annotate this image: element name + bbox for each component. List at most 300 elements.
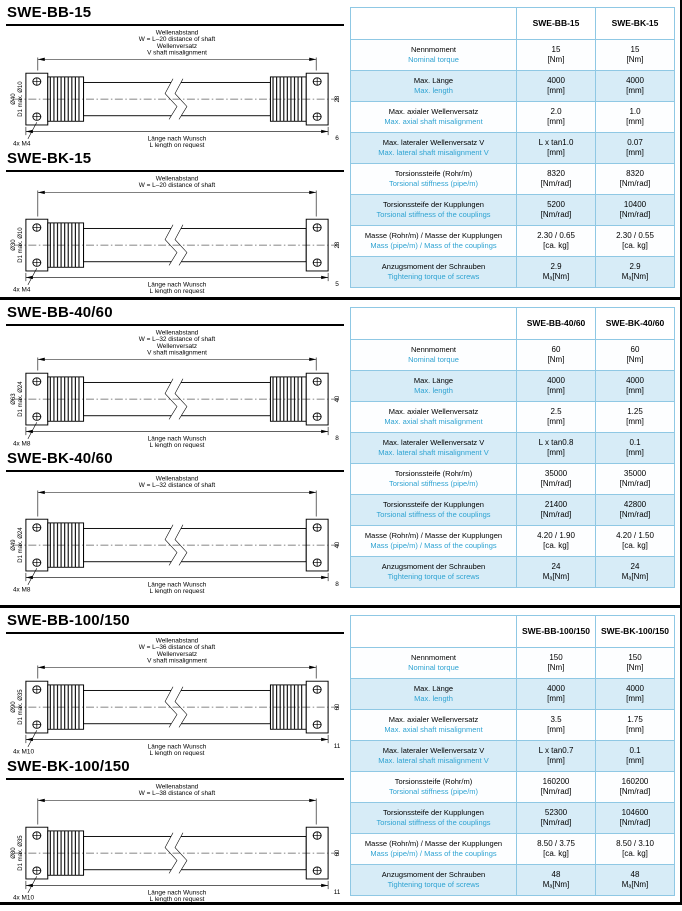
spec-table (350, 615, 675, 896)
label-shaft-distance: W = L–32 distance of shaft (138, 335, 216, 343)
value-cell-bk (596, 557, 675, 588)
value-bb: 48 (551, 869, 561, 879)
unit-bk: [ca. kg] (622, 849, 648, 858)
technical-drawing (6, 27, 348, 149)
model-heading: SWE-BK-15 (6, 148, 344, 172)
drawings-column (0, 0, 348, 297)
table-row (351, 865, 675, 896)
section-swe-100-150 (0, 608, 682, 905)
unit-bk: [mm] (626, 694, 644, 703)
spec-column (348, 608, 682, 902)
dim-end-offset: 5 (335, 280, 339, 288)
header-empty-cell (351, 616, 517, 648)
model-heading: SWE-BB-40/60 (6, 302, 344, 326)
row-label-en: Tightening torque of screws (387, 272, 480, 281)
value-cell-bk (596, 226, 675, 257)
table-row (351, 433, 675, 464)
unit-bk: [mm] (626, 148, 644, 157)
dim-outer-diameter: Ø90 (9, 700, 18, 713)
table-row (351, 195, 675, 226)
value-bk: 8320 (626, 168, 644, 178)
unit-bk: Mₐ[Nm] (621, 880, 649, 889)
technical-drawing (6, 473, 348, 595)
row-label-de: Anzugsmoment der Schrauben (381, 562, 486, 572)
label-length-on-request: L length on request (149, 441, 205, 448)
value-bk: 0.1 (629, 437, 641, 447)
table-row (351, 679, 675, 710)
row-label-en: Max. length (414, 694, 453, 703)
table-row (351, 834, 675, 865)
coupling-drawing-bk (8, 473, 346, 595)
table-row (351, 526, 675, 557)
value-cell-bk (596, 710, 675, 741)
row-label-en: Nominal torque (408, 355, 459, 364)
unit-bb: [mm] (547, 448, 565, 457)
row-label-en: Torsional stiffness (pipe/m) (388, 787, 479, 796)
value-cell-bb (517, 40, 596, 71)
table-row (351, 226, 675, 257)
value-cell-bb (517, 648, 596, 679)
value-cell-bb (517, 102, 596, 133)
row-label-cell (351, 433, 517, 464)
value-cell-bb (517, 834, 596, 865)
value-cell-bb (517, 803, 596, 834)
row-label-de: Anzugsmoment der Schrauben (381, 870, 486, 880)
row-label-cell (351, 371, 517, 402)
value-bk: 0.1 (629, 745, 641, 755)
row-label-de: Nennmoment (410, 345, 457, 355)
row-label-de: Max. lateraler Wellenversatz V (382, 138, 485, 148)
value-bk: 48 (630, 869, 640, 879)
section-swe-40-60 (0, 300, 682, 608)
unit-bk: [mm] (626, 386, 644, 395)
unit-bk: [Nm/rad] (619, 479, 651, 488)
drawings-column (0, 608, 348, 902)
value-bb: L x tan1.0 (538, 137, 574, 147)
row-label-de: Max. axialer Wellenversatz (388, 407, 479, 417)
value-cell-bb (517, 679, 596, 710)
table-row (351, 71, 675, 102)
spec-table (350, 7, 675, 288)
unit-bb: [ca. kg] (543, 849, 569, 858)
row-label-cell (351, 340, 517, 371)
coupling-drawing-bb (8, 27, 346, 149)
row-label-de: Torsionssteife der Kupplungen (383, 808, 484, 818)
table-row (351, 402, 675, 433)
label-wellenversatz: Wellenversatz (156, 42, 198, 50)
value-cell-bb (517, 526, 596, 557)
dim-end-offset: 8 (335, 580, 339, 588)
table-row (351, 741, 675, 772)
table-row (351, 102, 675, 133)
value-cell-bb (517, 71, 596, 102)
row-label-de: Max. Länge (413, 684, 454, 694)
unit-bb: [mm] (547, 148, 565, 157)
spec-column (348, 0, 682, 297)
label-screw-count: 4x M4 (12, 139, 31, 147)
column-header-bk: SWE-BK-100/150 (596, 616, 675, 648)
value-bb: 15 (551, 44, 561, 54)
table-row (351, 772, 675, 803)
unit-bk: [Nm] (626, 55, 644, 64)
model-heading: SWE-BK-40/60 (6, 448, 344, 472)
label-laenge-nach-wunsch: Länge nach Wunsch (147, 743, 207, 751)
label-length-on-request: L length on request (149, 287, 205, 294)
value-bk: 150 (628, 652, 642, 662)
value-cell-bb (517, 340, 596, 371)
value-bb: 8.50 / 3.75 (537, 838, 575, 848)
value-cell-bk (596, 133, 675, 164)
dim-outer-diameter: Ø49 (9, 538, 18, 551)
drawing-block (6, 2, 348, 148)
value-bb: 4000 (547, 375, 565, 385)
row-label-cell (351, 710, 517, 741)
row-label-en: Torsional stiffness of the couplings (376, 818, 491, 827)
value-bb: 2.0 (550, 106, 562, 116)
row-label-en: Max. axial shaft misalignment (384, 417, 483, 426)
unit-bb: [Nm/rad] (540, 510, 572, 519)
table-row (351, 710, 675, 741)
drawing-block (6, 610, 348, 756)
dim-end-offset: 6 (335, 134, 339, 142)
unit-bk: [mm] (626, 417, 644, 426)
value-bb: 150 (549, 652, 563, 662)
unit-bb: [mm] (547, 756, 565, 765)
row-label-en: Torsional stiffness (pipe/m) (388, 179, 479, 188)
column-header-bb: SWE-BB-100/150 (517, 616, 596, 648)
value-bk: 24 (630, 561, 640, 571)
value-bb: 4000 (547, 683, 565, 693)
row-label-de: Nennmoment (410, 653, 457, 663)
value-cell-bb (517, 402, 596, 433)
label-shaft-distance: W = L–20 distance of shaft (138, 181, 216, 189)
unit-bb: [mm] (547, 725, 565, 734)
table-row (351, 340, 675, 371)
label-shaft-distance: W = L–20 distance of shaft (138, 35, 216, 43)
value-cell-bk (596, 865, 675, 896)
value-bb: 3.5 (550, 714, 562, 724)
column-header-bb: SWE-BB-40/60 (517, 308, 596, 340)
label-length-on-request: L length on request (149, 895, 205, 902)
table-row (351, 164, 675, 195)
label-laenge-nach-wunsch: Länge nach Wunsch (147, 281, 207, 289)
value-cell-bb (517, 710, 596, 741)
value-bk: 35000 (623, 468, 647, 478)
label-length-on-request: L length on request (149, 749, 205, 756)
row-label-en: Torsional stiffness of the couplings (376, 210, 491, 219)
label-wellenabstand: Wellenabstand (155, 637, 199, 644)
dim-tube-diameter: 40 (333, 395, 342, 402)
unit-bk: [Nm/rad] (619, 510, 651, 519)
section-swe-15 (0, 0, 682, 300)
label-screw-count: 4x M10 (12, 747, 35, 755)
header-empty-cell (351, 308, 517, 340)
value-cell-bk (596, 371, 675, 402)
row-label-en: Max. length (414, 386, 453, 395)
value-bk: 2.30 / 0.55 (616, 230, 654, 240)
unit-bb: [Nm/rad] (540, 210, 572, 219)
unit-bk: [mm] (626, 448, 644, 457)
unit-bk: [mm] (626, 725, 644, 734)
coupling-drawing-bk (8, 173, 346, 295)
row-label-de: Max. axialer Wellenversatz (388, 715, 479, 725)
model-heading: SWE-BK-100/150 (6, 756, 344, 780)
row-label-cell (351, 257, 517, 288)
value-bb: 5200 (547, 199, 565, 209)
value-cell-bb (517, 557, 596, 588)
label-wellenabstand: Wellenabstand (155, 175, 199, 182)
dim-outer-diameter: Ø40 (9, 92, 18, 105)
table-row (351, 557, 675, 588)
value-bk: 60 (630, 344, 640, 354)
value-bk: 10400 (623, 199, 647, 209)
label-shaft-misalignment: V shaft misalignment (147, 49, 207, 57)
dim-bore-diameter: D1 max. Ø35 (16, 688, 24, 725)
technical-drawing (6, 781, 348, 903)
value-bb: 4000 (547, 75, 565, 85)
row-label-cell (351, 741, 517, 772)
label-screw-count: 4x M8 (12, 585, 31, 593)
row-label-de: Masse (Rohr/m) / Masse der Kupplungen (364, 839, 503, 849)
value-bb: 4.20 / 1.90 (537, 530, 575, 540)
row-label-cell (351, 226, 517, 257)
row-label-en: Max. lateral shaft misalignment V (378, 448, 489, 457)
value-cell-bb (517, 464, 596, 495)
dim-end-offset: 8 (335, 434, 339, 442)
value-bk: 4.20 / 1.50 (616, 530, 654, 540)
value-cell-bk (596, 433, 675, 464)
label-wellenabstand: Wellenabstand (155, 329, 199, 336)
dim-outer-diameter: Ø80 (9, 846, 18, 859)
value-bk: 4000 (626, 683, 644, 693)
value-bb: 8320 (547, 168, 565, 178)
value-cell-bk (596, 772, 675, 803)
value-bk: 0.07 (627, 137, 643, 147)
label-wellenabstand: Wellenabstand (155, 29, 199, 36)
row-label-en: Nominal torque (408, 55, 459, 64)
unit-bk: [Nm] (626, 355, 644, 364)
label-shaft-misalignment: V shaft misalignment (147, 349, 207, 357)
row-label-de: Max. Länge (413, 76, 454, 86)
row-label-en: Max. length (414, 86, 453, 95)
value-cell-bb (517, 226, 596, 257)
drawing-block (6, 756, 348, 902)
row-label-cell (351, 464, 517, 495)
label-wellenversatz: Wellenversatz (156, 650, 198, 658)
value-bb: 52300 (544, 807, 568, 817)
table-row (351, 803, 675, 834)
label-length-on-request: L length on request (149, 587, 205, 594)
label-screw-count: 4x M10 (12, 893, 35, 901)
value-cell-bk (596, 102, 675, 133)
model-heading: SWE-BB-100/150 (6, 610, 344, 634)
dim-tube-diameter: 28 (333, 95, 342, 102)
dim-tube-diameter: 40 (333, 541, 342, 548)
unit-bb: [mm] (547, 417, 565, 426)
table-row (351, 371, 675, 402)
value-cell-bk (596, 526, 675, 557)
value-cell-bb (517, 195, 596, 226)
row-label-en: Torsional stiffness (pipe/m) (388, 479, 479, 488)
label-shaft-distance: W = L–38 distance of shaft (138, 789, 216, 797)
drawing-block (6, 302, 348, 448)
value-bb: 35000 (544, 468, 568, 478)
row-label-de: Max. Länge (413, 376, 454, 386)
label-laenge-nach-wunsch: Länge nach Wunsch (147, 581, 207, 589)
row-label-en: Mass (pipe/m) / Mass of the couplings (370, 849, 497, 858)
value-bb: 2.30 / 0.65 (537, 230, 575, 240)
technical-drawing (6, 327, 348, 449)
spec-table (350, 307, 675, 588)
value-cell-bb (517, 433, 596, 464)
unit-bb: [Nm/rad] (540, 479, 572, 488)
value-bk: 8.50 / 3.10 (616, 838, 654, 848)
row-label-de: Max. axialer Wellenversatz (388, 107, 479, 117)
dim-tube-diameter: 28 (333, 241, 342, 248)
drawing-block (6, 448, 348, 594)
row-label-cell (351, 164, 517, 195)
value-cell-bb (517, 133, 596, 164)
table-row (351, 133, 675, 164)
row-label-cell (351, 526, 517, 557)
unit-bb: Mₐ[Nm] (542, 272, 570, 281)
value-cell-bk (596, 402, 675, 433)
row-label-cell (351, 195, 517, 226)
technical-drawing (6, 635, 348, 757)
dim-bore-diameter: D1 max. Ø24 (16, 526, 24, 563)
row-label-cell (351, 495, 517, 526)
value-bb: 2.5 (550, 406, 562, 416)
dim-tube-diameter: 60 (333, 703, 342, 710)
value-bk: 42800 (623, 499, 647, 509)
unit-bk: [Nm] (626, 663, 644, 672)
unit-bb: [Nm/rad] (540, 818, 572, 827)
unit-bb: Mₐ[Nm] (542, 880, 570, 889)
value-cell-bk (596, 834, 675, 865)
unit-bb: [Nm] (547, 355, 565, 364)
value-cell-bk (596, 648, 675, 679)
row-label-de: Nennmoment (410, 45, 457, 55)
row-label-cell (351, 557, 517, 588)
row-label-en: Mass (pipe/m) / Mass of the couplings (370, 541, 497, 550)
value-cell-bb (517, 371, 596, 402)
dim-end-offset: 11 (333, 742, 341, 750)
value-bb: L x tan0.7 (538, 745, 574, 755)
label-shaft-distance: W = L–36 distance of shaft (138, 643, 216, 651)
unit-bk: [Nm/rad] (619, 210, 651, 219)
label-length-on-request: L length on request (149, 141, 205, 148)
table-row (351, 464, 675, 495)
row-label-de: Torsionssteife (Rohr/m) (394, 469, 473, 479)
value-cell-bb (517, 741, 596, 772)
unit-bk: [Nm/rad] (619, 818, 651, 827)
row-label-en: Mass (pipe/m) / Mass of the couplings (370, 241, 497, 250)
dim-bore-diameter: D1 max. Ø35 (16, 834, 24, 871)
row-label-de: Torsionssteife (Rohr/m) (394, 777, 473, 787)
row-label-cell (351, 40, 517, 71)
table-header-row (351, 308, 675, 340)
row-label-en: Tightening torque of screws (387, 880, 480, 889)
value-bb: L x tan0.8 (538, 437, 574, 447)
row-label-en: Max. lateral shaft misalignment V (378, 148, 489, 157)
value-cell-bk (596, 40, 675, 71)
row-label-de: Torsionssteife (Rohr/m) (394, 169, 473, 179)
technical-drawing (6, 173, 348, 295)
value-cell-bk (596, 495, 675, 526)
row-label-cell (351, 71, 517, 102)
value-bk: 15 (630, 44, 640, 54)
unit-bk: [mm] (626, 756, 644, 765)
dim-bore-diameter: D1 max. Ø24 (16, 380, 24, 417)
dim-end-offset: 11 (333, 888, 341, 896)
unit-bk: [mm] (626, 117, 644, 126)
table-header-row (351, 616, 675, 648)
value-cell-bk (596, 257, 675, 288)
value-cell-bk (596, 679, 675, 710)
table-row (351, 495, 675, 526)
row-label-cell (351, 402, 517, 433)
row-label-cell (351, 133, 517, 164)
row-label-cell (351, 772, 517, 803)
row-label-en: Tightening torque of screws (387, 572, 480, 581)
table-header-row (351, 8, 675, 40)
coupling-drawing-bb (8, 635, 346, 757)
unit-bb: [Nm] (547, 55, 565, 64)
unit-bb: Mₐ[Nm] (542, 572, 570, 581)
spec-column (348, 300, 682, 605)
column-header-bk: SWE-BK-15 (596, 8, 675, 40)
value-bk: 1.0 (629, 106, 641, 116)
unit-bk: Mₐ[Nm] (621, 272, 649, 281)
drawings-column (0, 300, 348, 605)
value-bk: 160200 (621, 776, 649, 786)
row-label-cell (351, 102, 517, 133)
value-bb: 2.9 (550, 261, 562, 271)
unit-bb: [mm] (547, 386, 565, 395)
label-wellenversatz: Wellenversatz (156, 342, 198, 350)
table-row (351, 40, 675, 71)
unit-bb: [mm] (547, 694, 565, 703)
row-label-cell (351, 803, 517, 834)
row-label-de: Max. lateraler Wellenversatz V (382, 438, 485, 448)
row-label-en: Torsional stiffness of the couplings (376, 510, 491, 519)
unit-bb: [Nm/rad] (540, 179, 572, 188)
table-row (351, 257, 675, 288)
row-label-en: Max. axial shaft misalignment (384, 725, 483, 734)
unit-bb: [ca. kg] (543, 541, 569, 550)
row-label-de: Masse (Rohr/m) / Masse der Kupplungen (364, 231, 503, 241)
coupling-drawing-bb (8, 327, 346, 449)
value-cell-bb (517, 772, 596, 803)
row-label-de: Anzugsmoment der Schrauben (381, 262, 486, 272)
label-laenge-nach-wunsch: Länge nach Wunsch (147, 435, 207, 443)
row-label-cell (351, 679, 517, 710)
label-shaft-distance: W = L–32 distance of shaft (138, 481, 216, 489)
dim-bore-diameter: D1 max. Ø10 (16, 80, 24, 117)
coupling-drawing-bk (8, 781, 346, 903)
column-header-bb: SWE-BB-15 (517, 8, 596, 40)
row-label-cell (351, 865, 517, 896)
value-bb: 160200 (542, 776, 570, 786)
row-label-de: Max. lateraler Wellenversatz V (382, 746, 485, 756)
value-bk: 4000 (626, 75, 644, 85)
unit-bb: [mm] (547, 117, 565, 126)
row-label-en: Max. lateral shaft misalignment V (378, 756, 489, 765)
value-cell-bb (517, 257, 596, 288)
unit-bk: [Nm/rad] (619, 179, 651, 188)
value-bb: 24 (551, 561, 561, 571)
unit-bk: [Nm/rad] (619, 787, 651, 796)
